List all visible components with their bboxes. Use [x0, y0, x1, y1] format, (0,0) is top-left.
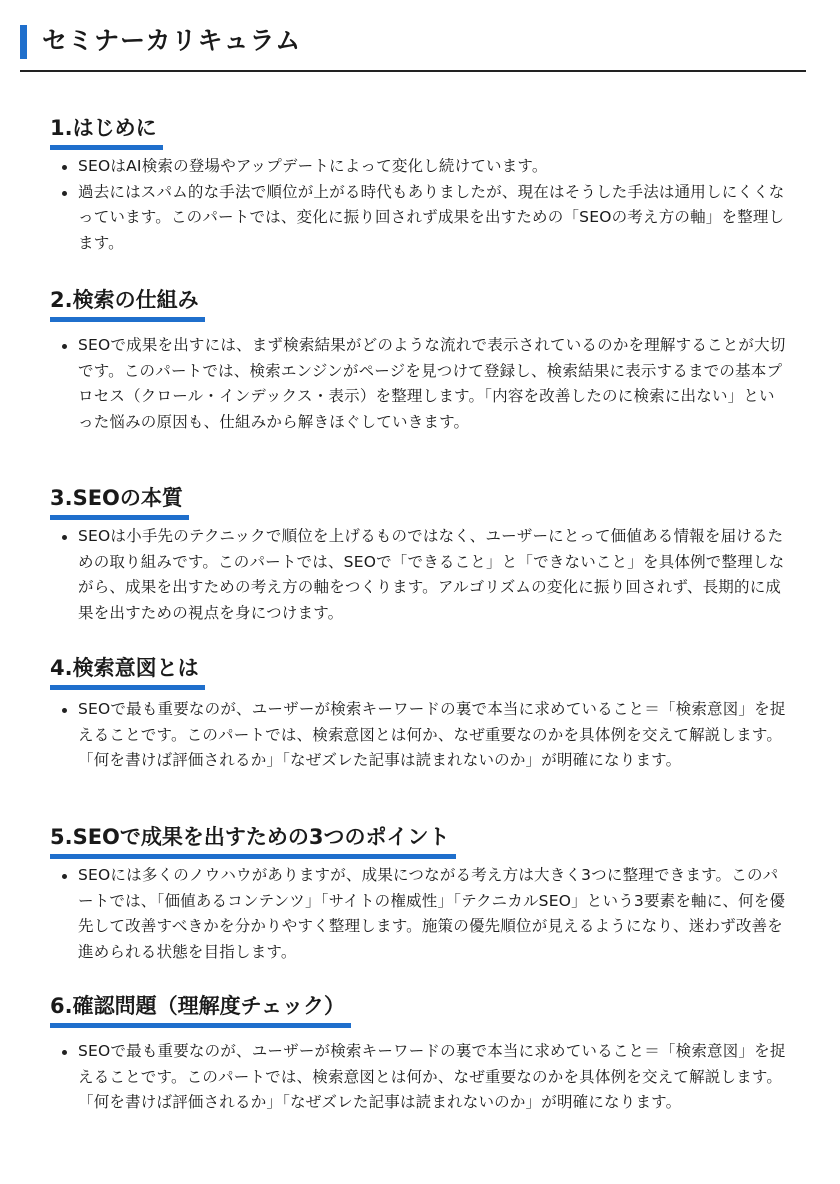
section-heading: [50, 991, 351, 1023]
section-heading: [50, 285, 205, 317]
section-three-points: [50, 822, 790, 965]
page-title: セミナーカリキュラム: [42, 26, 302, 55]
section-heading: [50, 822, 456, 854]
bullet-list: [50, 697, 790, 774]
bullet-item: SEOは小手先のテクニックで順位を上げるものではなく、ユーザーにとって価値ある情報を届けるための取り組みです。このパートでは、SEOで「できること」と「できないこと」を具体例で整理しながら、成果を出すための考え方の軸をつくります。アルゴリズムの変化に振り回されず、長期的に成果を出すための視点を身につけます。: [50, 524, 790, 626]
heading-underline: [50, 685, 205, 690]
bullet-item: SEOで最も重要なのが、ユーザーが検索キーワードの裏で本当に求めていること＝「検索意図」を捉えることです。このパートでは、検索意図とは何か、なぜ重要なのかを具体例を交えて解説します。「何を書けば評価されるか」「なぜズレた記事は読まれないのか」が明確になります。: [50, 697, 790, 774]
section-heading-text: 6.確認問題（理解度チェック）: [50, 994, 345, 1018]
bullet-list: [50, 154, 790, 256]
header-accent-bar: [20, 25, 27, 59]
bullet-item: SEOはAI検索の登場やアップデートによって変化し続けています。: [50, 154, 790, 180]
section-seo-essence: [50, 483, 790, 626]
section-search-mechanism: [50, 285, 790, 435]
section-heading-text: 5.SEOで成果を出すための3つのポイント: [50, 825, 450, 849]
section-heading: [50, 653, 205, 685]
section-heading-text: 1.はじめに: [50, 116, 157, 140]
heading-underline: [50, 515, 189, 520]
section-heading-text: 4.検索意図とは: [50, 656, 199, 680]
bullet-list: [50, 333, 790, 435]
page-header: [20, 20, 806, 72]
section-introduction: [50, 113, 790, 256]
section-search-intent: [50, 653, 790, 774]
bullet-list: [50, 524, 790, 626]
bullet-item: 過去にはスパム的な手法で順位が上がる時代もありましたが、現在はそうした手法は通用しにくくなっています。このパートでは、変化に振り回されず成果を出すための「SEOの考え方の軸」を整理します。: [50, 180, 790, 257]
bullet-list: [50, 863, 790, 965]
section-heading: [50, 483, 189, 515]
heading-underline: [50, 317, 205, 322]
section-heading: [50, 113, 163, 145]
section-quiz: [50, 991, 790, 1116]
bullet-item: SEOには多くのノウハウがありますが、成果につながる考え方は大きく3つに整理できます。このパートでは、「価値あるコンテンツ」「サイトの権威性」「テクニカルSEO」という3要素を軸に、何を優先して改善すべきかを分かりやすく整理します。施策の優先順位が見えるようになり、迷わず改善を進められる状態を目指します。: [50, 863, 790, 965]
heading-underline: [50, 854, 456, 859]
section-heading-text: 2.検索の仕組み: [50, 288, 199, 312]
bullet-item: SEOで最も重要なのが、ユーザーが検索キーワードの裏で本当に求めていること＝「検索意図」を捉えることです。このパートでは、検索意図とは何か、なぜ重要なのかを具体例を交えて解説します。「何を書けば評価されるか」「なぜズレた記事は読まれないのか」が明確になります。: [50, 1039, 790, 1116]
bullet-item: SEOで成果を出すには、まず検索結果がどのような流れで表示されているのかを理解することが大切です。このパートでは、検索エンジンがページを見つけて登録し、検索結果に表示するまでの基本プロセス（クロール・インデックス・表示）を整理します。「内容を改善したのに検索に出ない」といった悩みの原因も、仕組みから解きほぐしていきます。: [50, 333, 790, 435]
heading-underline: [50, 1023, 351, 1028]
heading-underline: [50, 145, 163, 150]
section-heading-text: 3.SEOの本質: [50, 486, 183, 510]
bullet-list: [50, 1039, 790, 1116]
